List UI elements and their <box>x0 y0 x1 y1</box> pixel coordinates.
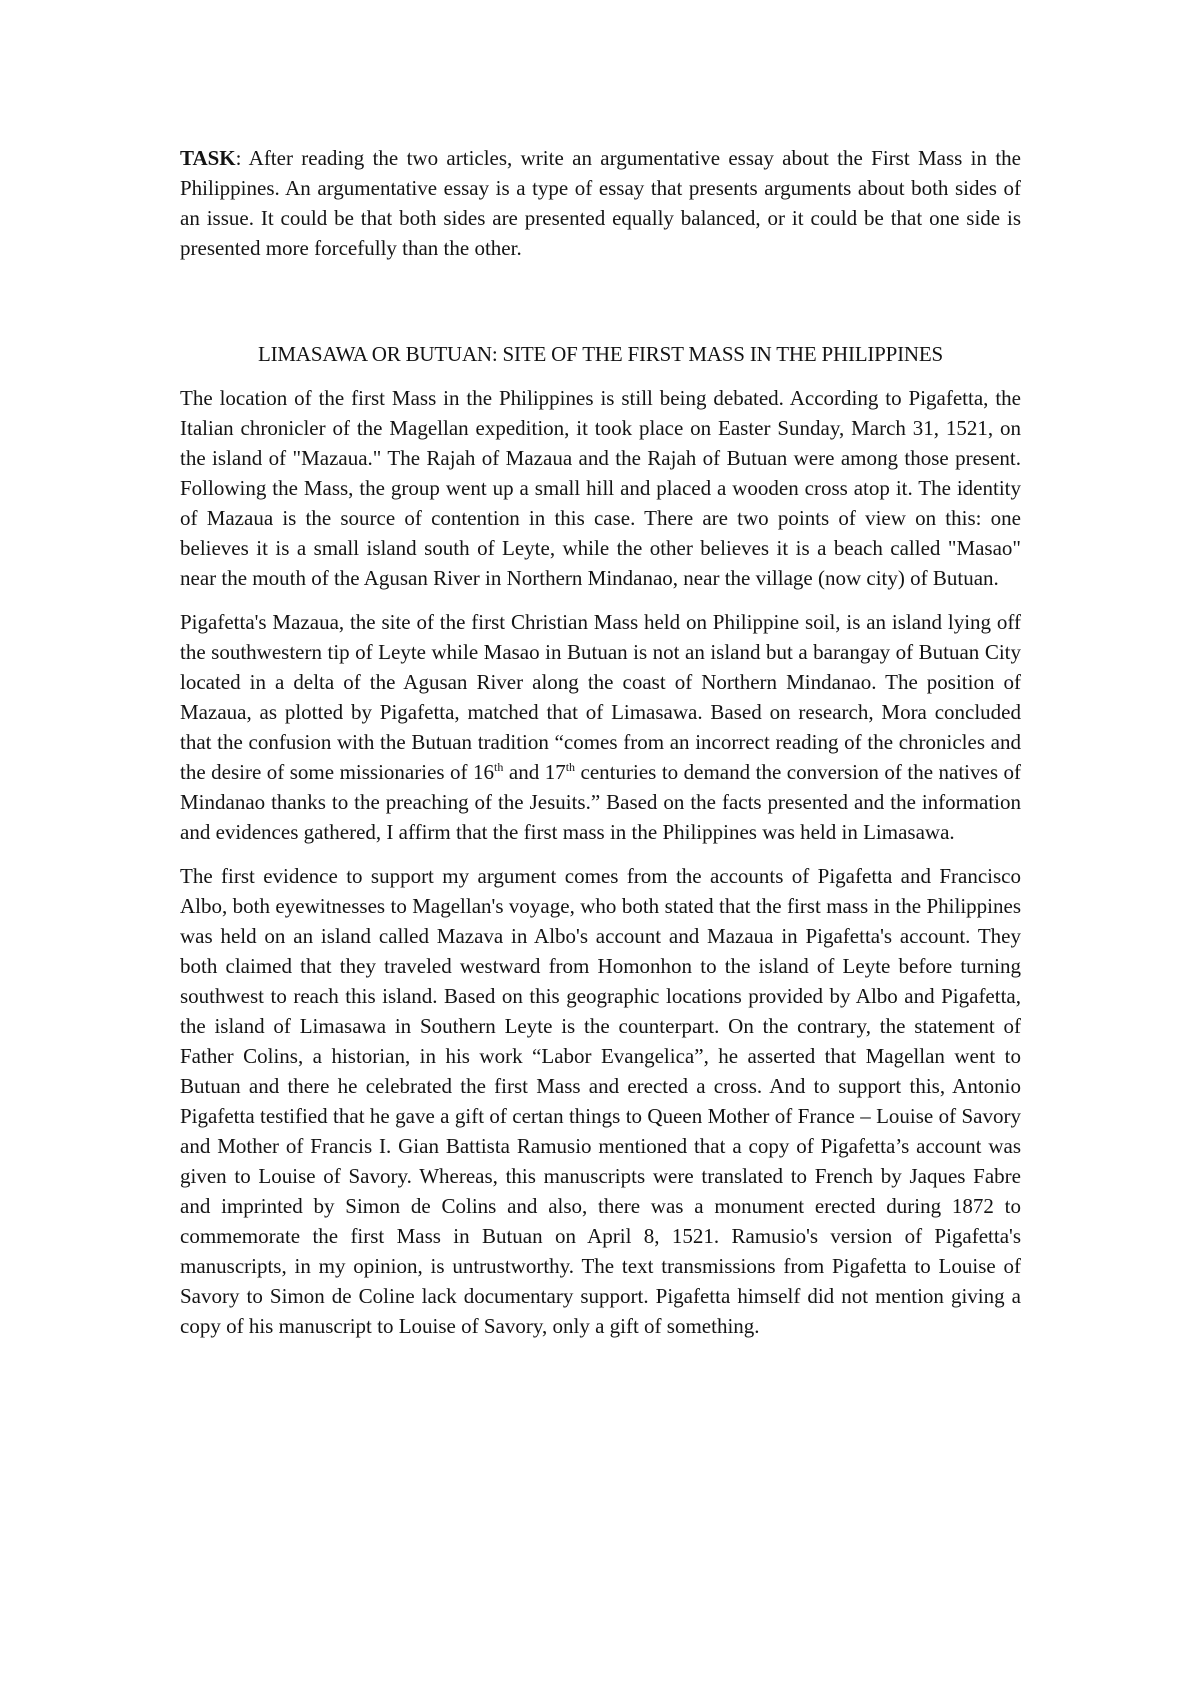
paragraph-2-part-2: and 17 <box>503 760 566 784</box>
paragraph-1: The location of the first Mass in the Philippines is still being debated. According to Pigafetta, the Italian chronicler of the Magellan expedition, it took place on Easter Sunday, March 31, 1521, on the island of "Mazaua." The Rajah of Mazaua and the Rajah of Butuan were among those present. Following the Mass, the group went up a small hill and placed a wooden cross atop it. The identity of Mazaua is the source of contention in this case. There are two points of view on this: one believes it is a small island south of Leyte, while the other believes it is a beach called "Masao" near the mouth of the Agusan River in Northern Mindanao, near the village (now city) of Butuan. <box>180 386 1021 590</box>
document-page <box>180 143 1021 1341</box>
task-text: : After reading the two articles, write an argumentative essay about the First Mass in the Philippines. An argumentative essay is a type of essay that presents arguments about both sides of an issue. It could be that both sides are presented equally balanced, or it could be that one side is presented more forcefully than the other. <box>180 146 1021 260</box>
task-label: TASK <box>180 146 236 170</box>
article-title: LIMASAWA OR BUTUAN: SITE OF THE FIRST MASS IN THE PHILIPPINES <box>257 342 944 366</box>
task-instructions <box>180 143 1021 263</box>
paragraph-3: The first evidence to support my argument comes from the accounts of Pigafetta and Francisco Albo, both eyewitnesses to Magellan's voyage, who both stated that the first mass in the Philippines was held on an island called Mazava in Albo's account and Mazaua in Pigafetta's account. They both claimed that they traveled westward from Homonhon to the island of Leyte before turning southwest to reach this island. Based on this geographic locations provided by Albo and Pigafetta, the island of Limasawa in Southern Leyte is the counterpart. On the contrary, the statement of Father Colins, a historian, in his work “Labor Evangelica”, he asserted that Magellan went to Butuan and there he celebrated the first Mass and erected a cross. And to support this, Antonio Pigafetta testified that he gave a gift of certan things to Queen Mother of France – Louise of Savory and Mother of Francis I. Gian Battista Ramusio mentioned that a copy of Pigafetta’s account was given to Louise of Savory. Whereas, this manuscripts were translated to French by Jaques Fabre and imprinted by Simon de Colins and also, there was a monument erected during 1872 to commemorate the first Mass in Butuan on April 8, 1521. Ramusio's version of Pigafetta's manuscripts, in my opinion, is untrustworthy. The text transmissions from Pigafetta to Louise of Savory to Simon de Coline lack documentary support. Pigafetta himself did not mention giving a copy of his manuscript to Louise of Savory, only a gift of something. <box>180 864 1021 1338</box>
superscript-th-1: th <box>494 760 504 774</box>
paragraph-2-part-3: centuries to demand the conversion of the natives of Mindanao thanks to the preaching of the Jesuits.” Based on the facts presented and the information and evidences gathered, I affirm that the first mass in the Philippines was held in Limasawa. <box>180 760 1021 844</box>
superscript-th-2: th <box>565 760 576 774</box>
paragraph-2 <box>180 607 1021 847</box>
paragraph-2-part-1: Pigafetta's Mazaua, the site of the first Christian Mass held on Philippine soil, is an island lying off the southwestern tip of Leyte while Masao in Butuan is not an island but a barangay of Butuan City located in a delta of the Agusan River along the coast of Northern Mindanao. The position of Mazaua, as plotted by Pigafetta, matched that of Limasawa. Based on research, Mora concluded that the confusion with the Butuan tradition “comes from an incorrect reading of the chronicles and the desire of some missionaries of 16 <box>180 610 1021 784</box>
